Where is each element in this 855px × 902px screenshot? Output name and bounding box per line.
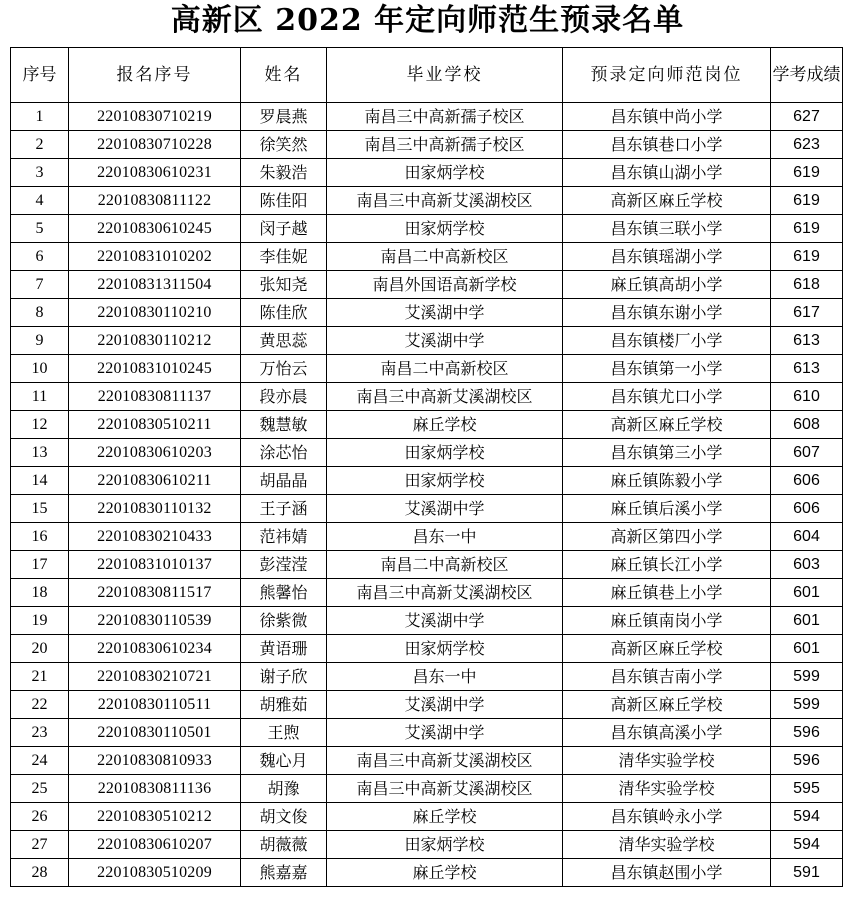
table-row (11, 467, 843, 495)
cell-reg-no: 22010830710219 (69, 103, 241, 131)
cell-school: 田家炳学校 (327, 467, 563, 495)
cell-school: 南昌三中高新艾溪湖校区 (327, 747, 563, 775)
cell-school: 南昌二中高新校区 (327, 551, 563, 579)
cell-school: 田家炳学校 (327, 635, 563, 663)
cell-name: 罗晨燕 (241, 103, 327, 131)
cell-score: 619 (771, 243, 843, 271)
table-row (11, 215, 843, 243)
cell-reg-no: 22010830610203 (69, 439, 241, 467)
cell-name: 李佳妮 (241, 243, 327, 271)
column-header-name: 姓名 (241, 48, 327, 103)
cell-reg-no: 22010830811137 (69, 383, 241, 411)
cell-index: 16 (11, 523, 69, 551)
cell-score: 617 (771, 299, 843, 327)
cell-name: 徐紫微 (241, 607, 327, 635)
cell-index: 26 (11, 803, 69, 831)
table-row (11, 859, 843, 887)
cell-index: 6 (11, 243, 69, 271)
cell-school: 麻丘学校 (327, 859, 563, 887)
cell-reg-no: 22010830510212 (69, 803, 241, 831)
cell-score: 606 (771, 467, 843, 495)
cell-school: 昌东一中 (327, 523, 563, 551)
table-row (11, 271, 843, 299)
cell-post: 昌东镇巷口小学 (563, 131, 771, 159)
table-row (11, 187, 843, 215)
cell-name: 徐笑然 (241, 131, 327, 159)
cell-score: 594 (771, 803, 843, 831)
cell-school: 艾溪湖中学 (327, 691, 563, 719)
cell-school: 艾溪湖中学 (327, 719, 563, 747)
cell-reg-no: 22010830110539 (69, 607, 241, 635)
cell-name: 魏心月 (241, 747, 327, 775)
cell-reg-no: 22010831010245 (69, 355, 241, 383)
cell-reg-no: 22010830110501 (69, 719, 241, 747)
cell-index: 12 (11, 411, 69, 439)
cell-school: 田家炳学校 (327, 831, 563, 859)
table-header (11, 48, 843, 103)
cell-index: 17 (11, 551, 69, 579)
table-row (11, 159, 843, 187)
cell-index: 28 (11, 859, 69, 887)
table-row (11, 607, 843, 635)
cell-index: 18 (11, 579, 69, 607)
cell-index: 1 (11, 103, 69, 131)
cell-index: 2 (11, 131, 69, 159)
cell-reg-no: 22010830610231 (69, 159, 241, 187)
cell-index: 24 (11, 747, 69, 775)
cell-score: 608 (771, 411, 843, 439)
cell-reg-no: 22010830210433 (69, 523, 241, 551)
cell-score: 601 (771, 579, 843, 607)
cell-post: 昌东镇赵围小学 (563, 859, 771, 887)
cell-post: 清华实验学校 (563, 747, 771, 775)
cell-post: 昌东镇楼厂小学 (563, 327, 771, 355)
cell-score: 604 (771, 523, 843, 551)
cell-post: 昌东镇瑶湖小学 (563, 243, 771, 271)
cell-name: 彭滢滢 (241, 551, 327, 579)
table-row (11, 663, 843, 691)
table-row (11, 831, 843, 859)
column-header-score: 学考成绩 (771, 48, 843, 103)
cell-school: 田家炳学校 (327, 439, 563, 467)
cell-school: 南昌三中高新艾溪湖校区 (327, 383, 563, 411)
cell-score: 607 (771, 439, 843, 467)
cell-score: 603 (771, 551, 843, 579)
cell-school: 南昌三中高新孺子校区 (327, 103, 563, 131)
table-row (11, 579, 843, 607)
cell-post: 昌东镇高溪小学 (563, 719, 771, 747)
cell-school: 麻丘学校 (327, 803, 563, 831)
cell-name: 胡薇薇 (241, 831, 327, 859)
cell-school: 南昌二中高新校区 (327, 243, 563, 271)
cell-reg-no: 22010830810933 (69, 747, 241, 775)
cell-name: 熊馨怡 (241, 579, 327, 607)
cell-school: 南昌三中高新艾溪湖校区 (327, 775, 563, 803)
table-row (11, 691, 843, 719)
cell-index: 3 (11, 159, 69, 187)
cell-score: 619 (771, 215, 843, 243)
table-row (11, 327, 843, 355)
cell-reg-no: 22010830110210 (69, 299, 241, 327)
cell-post: 麻丘镇南岗小学 (563, 607, 771, 635)
cell-name: 黄语珊 (241, 635, 327, 663)
cell-index: 19 (11, 607, 69, 635)
cell-post: 清华实验学校 (563, 831, 771, 859)
table-row (11, 523, 843, 551)
table-row (11, 299, 843, 327)
cell-reg-no: 22010830811136 (69, 775, 241, 803)
column-header-index: 序号 (11, 48, 69, 103)
cell-post: 昌东镇第一小学 (563, 355, 771, 383)
cell-name: 王子涵 (241, 495, 327, 523)
cell-school: 南昌三中高新孺子校区 (327, 131, 563, 159)
cell-score: 618 (771, 271, 843, 299)
cell-post: 昌东镇第三小学 (563, 439, 771, 467)
cell-post: 高新区麻丘学校 (563, 635, 771, 663)
cell-post: 高新区麻丘学校 (563, 411, 771, 439)
cell-reg-no: 22010830710228 (69, 131, 241, 159)
cell-score: 591 (771, 859, 843, 887)
table-row (11, 243, 843, 271)
cell-score: 594 (771, 831, 843, 859)
cell-post: 昌东镇东谢小学 (563, 299, 771, 327)
cell-score: 627 (771, 103, 843, 131)
cell-post: 麻丘镇长江小学 (563, 551, 771, 579)
cell-name: 闵子越 (241, 215, 327, 243)
cell-school: 昌东一中 (327, 663, 563, 691)
cell-name: 段亦晨 (241, 383, 327, 411)
header-row (11, 48, 843, 103)
cell-name: 涂芯怡 (241, 439, 327, 467)
cell-reg-no: 22010831311504 (69, 271, 241, 299)
cell-post: 昌东镇吉南小学 (563, 663, 771, 691)
cell-score: 599 (771, 663, 843, 691)
cell-name: 胡雅茹 (241, 691, 327, 719)
table-row (11, 635, 843, 663)
cell-reg-no: 22010830610245 (69, 215, 241, 243)
cell-score: 606 (771, 495, 843, 523)
cell-name: 胡豫 (241, 775, 327, 803)
cell-school: 田家炳学校 (327, 215, 563, 243)
table-row (11, 551, 843, 579)
cell-index: 8 (11, 299, 69, 327)
cell-post: 麻丘镇巷上小学 (563, 579, 771, 607)
table-row (11, 775, 843, 803)
cell-name: 熊嘉嘉 (241, 859, 327, 887)
table-row (11, 439, 843, 467)
cell-post: 麻丘镇后溪小学 (563, 495, 771, 523)
cell-name: 万怡云 (241, 355, 327, 383)
roster-table (10, 47, 843, 887)
page-title: 高新区 2022 年定向师范生预录名单 (170, 3, 685, 38)
cell-name: 张知尧 (241, 271, 327, 299)
cell-reg-no: 22010831010202 (69, 243, 241, 271)
cell-index: 20 (11, 635, 69, 663)
cell-index: 9 (11, 327, 69, 355)
table-row (11, 355, 843, 383)
cell-post: 昌东镇山湖小学 (563, 159, 771, 187)
cell-reg-no: 22010830610234 (69, 635, 241, 663)
cell-name: 谢子欣 (241, 663, 327, 691)
cell-reg-no: 22010830110132 (69, 495, 241, 523)
cell-name: 魏慧敏 (241, 411, 327, 439)
cell-name: 黄思蕊 (241, 327, 327, 355)
table-body (11, 103, 843, 887)
table-row (11, 495, 843, 523)
cell-reg-no: 22010830210721 (69, 663, 241, 691)
cell-score: 601 (771, 635, 843, 663)
cell-score: 610 (771, 383, 843, 411)
table-row (11, 719, 843, 747)
cell-school: 麻丘学校 (327, 411, 563, 439)
cell-index: 11 (11, 383, 69, 411)
cell-name: 陈佳阳 (241, 187, 327, 215)
cell-school: 田家炳学校 (327, 159, 563, 187)
cell-school: 艾溪湖中学 (327, 299, 563, 327)
cell-post: 麻丘镇陈毅小学 (563, 467, 771, 495)
cell-reg-no: 22010830510209 (69, 859, 241, 887)
table-row (11, 383, 843, 411)
cell-score: 623 (771, 131, 843, 159)
cell-name: 朱毅浩 (241, 159, 327, 187)
cell-school: 艾溪湖中学 (327, 495, 563, 523)
cell-score: 599 (771, 691, 843, 719)
cell-school: 艾溪湖中学 (327, 607, 563, 635)
cell-score: 601 (771, 607, 843, 635)
column-header-reg-no: 报名序号 (69, 48, 241, 103)
cell-school: 南昌外国语高新学校 (327, 271, 563, 299)
table-row (11, 411, 843, 439)
cell-index: 13 (11, 439, 69, 467)
cell-index: 23 (11, 719, 69, 747)
cell-index: 25 (11, 775, 69, 803)
cell-reg-no: 22010830811122 (69, 187, 241, 215)
cell-index: 21 (11, 663, 69, 691)
cell-reg-no: 22010830811517 (69, 579, 241, 607)
cell-reg-no: 22010830110511 (69, 691, 241, 719)
cell-score: 595 (771, 775, 843, 803)
cell-index: 14 (11, 467, 69, 495)
cell-post: 清华实验学校 (563, 775, 771, 803)
cell-post: 昌东镇尤口小学 (563, 383, 771, 411)
cell-index: 4 (11, 187, 69, 215)
cell-school: 南昌三中高新艾溪湖校区 (327, 187, 563, 215)
cell-score: 619 (771, 159, 843, 187)
cell-index: 22 (11, 691, 69, 719)
cell-post: 高新区第四小学 (563, 523, 771, 551)
table-row (11, 103, 843, 131)
cell-school: 南昌二中高新校区 (327, 355, 563, 383)
cell-post: 高新区麻丘学校 (563, 691, 771, 719)
cell-reg-no: 22010830610211 (69, 467, 241, 495)
cell-reg-no: 22010830510211 (69, 411, 241, 439)
cell-score: 613 (771, 327, 843, 355)
cell-school: 南昌三中高新艾溪湖校区 (327, 579, 563, 607)
table-row (11, 131, 843, 159)
cell-post: 昌东镇三联小学 (563, 215, 771, 243)
cell-name: 王煦 (241, 719, 327, 747)
cell-index: 5 (11, 215, 69, 243)
cell-post: 昌东镇中尚小学 (563, 103, 771, 131)
cell-name: 陈佳欣 (241, 299, 327, 327)
cell-post: 高新区麻丘学校 (563, 187, 771, 215)
cell-name: 胡晶晶 (241, 467, 327, 495)
column-header-post: 预录定向师范岗位 (563, 48, 771, 103)
column-header-school: 毕业学校 (327, 48, 563, 103)
cell-index: 27 (11, 831, 69, 859)
cell-score: 596 (771, 747, 843, 775)
cell-post: 昌东镇岭永小学 (563, 803, 771, 831)
table-row (11, 803, 843, 831)
cell-score: 596 (771, 719, 843, 747)
cell-reg-no: 22010831010137 (69, 551, 241, 579)
cell-index: 15 (11, 495, 69, 523)
cell-name: 范祎婧 (241, 523, 327, 551)
cell-score: 613 (771, 355, 843, 383)
cell-reg-no: 22010830610207 (69, 831, 241, 859)
cell-name: 胡文俊 (241, 803, 327, 831)
cell-index: 7 (11, 271, 69, 299)
cell-post: 麻丘镇高胡小学 (563, 271, 771, 299)
table-row (11, 747, 843, 775)
cell-reg-no: 22010830110212 (69, 327, 241, 355)
cell-score: 619 (771, 187, 843, 215)
cell-school: 艾溪湖中学 (327, 327, 563, 355)
cell-index: 10 (11, 355, 69, 383)
